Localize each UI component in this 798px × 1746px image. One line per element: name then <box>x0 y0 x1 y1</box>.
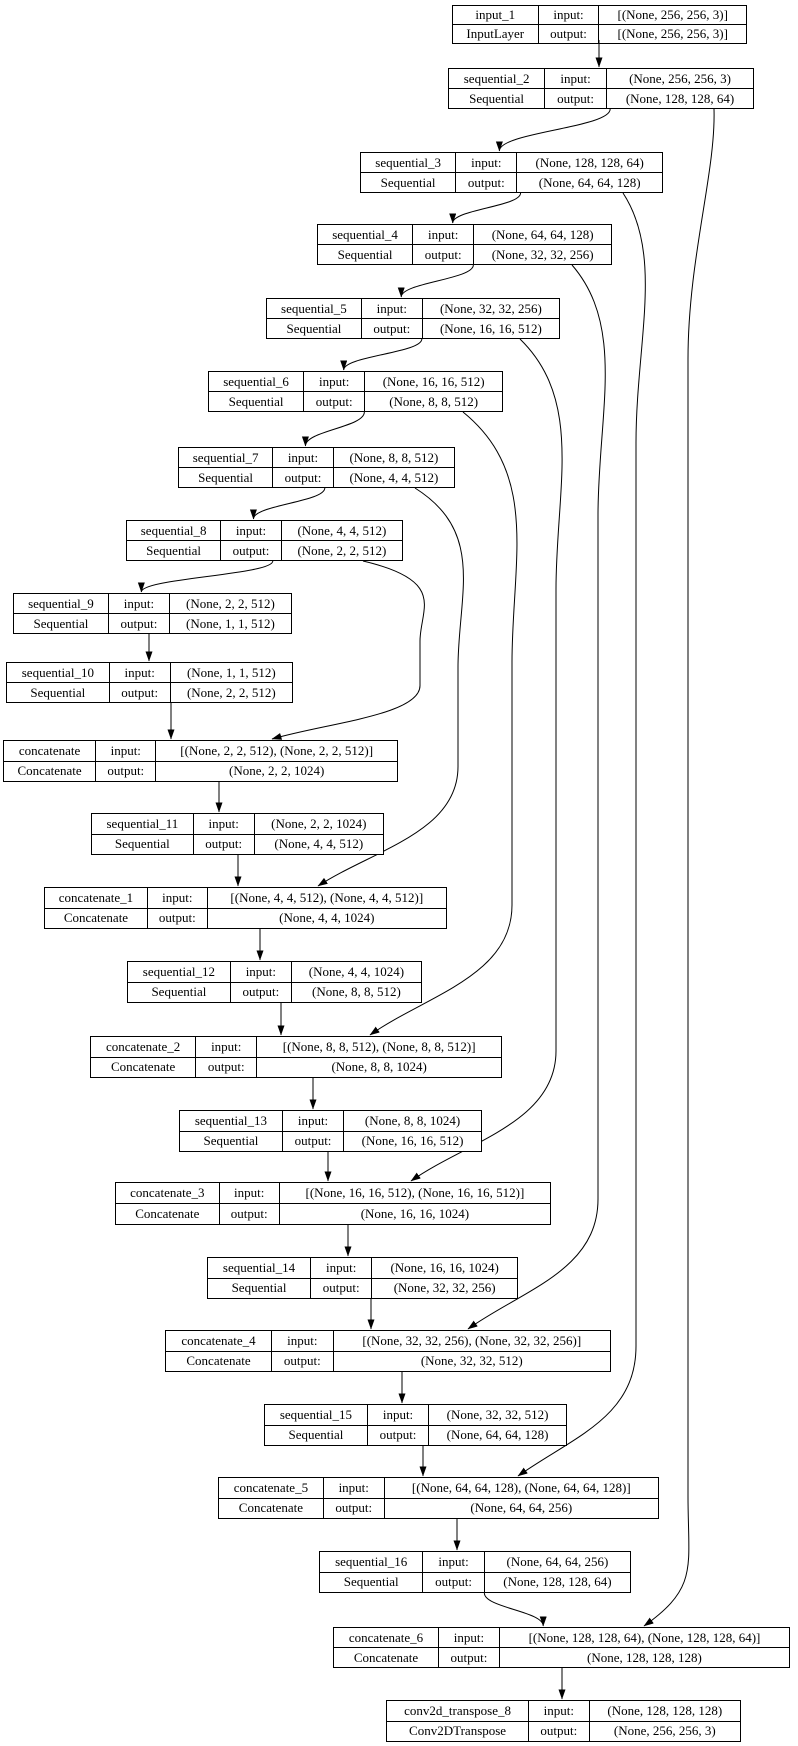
node-conv2d_transpose_8 <box>386 1700 741 1742</box>
edge-sequential_8-to-sequential_9 <box>141 561 272 592</box>
input-label: input: <box>367 1405 428 1426</box>
layer-type: Sequential <box>208 1278 311 1299</box>
output-shape: (None, 8, 8, 1024) <box>257 1057 502 1078</box>
output-label: output: <box>96 761 156 782</box>
layer-record-table <box>165 1330 611 1372</box>
output-shape: (None, 4, 4, 512) <box>254 834 383 855</box>
layer-name: concatenate_5 <box>219 1478 324 1499</box>
layer-type: Concatenate <box>219 1498 324 1519</box>
layer-record-table <box>178 447 455 488</box>
input-label: input: <box>219 1183 279 1204</box>
input-shape: (None, 2, 2, 1024) <box>254 814 383 835</box>
output-shape: (None, 2, 2, 512) <box>281 541 402 561</box>
edge-sequential_4-to-sequential_5 <box>401 265 473 297</box>
input-label: input: <box>538 6 599 25</box>
input-label: input: <box>423 1552 484 1573</box>
layer-record-table <box>218 1477 659 1519</box>
input-shape: (None, 4, 4, 1024) <box>291 962 421 983</box>
input-label: input: <box>193 814 254 835</box>
output-shape: (None, 32, 32, 256) <box>372 1278 518 1299</box>
layer-record-table <box>266 298 560 339</box>
output-label: output: <box>545 89 607 109</box>
output-label: output: <box>273 468 334 488</box>
edge-sequential_2-to-sequential_3 <box>499 109 610 151</box>
layer-record-table <box>386 1700 741 1742</box>
layer-record-table <box>44 887 447 929</box>
layer-name: sequential_11 <box>92 814 194 835</box>
input-shape: (None, 256, 256, 3) <box>606 69 753 89</box>
edge-sequential_8-to-concatenate <box>272 561 424 739</box>
output-shape: (None, 4, 4, 1024) <box>207 908 446 929</box>
output-shape: (None, 8, 8, 512) <box>291 982 421 1003</box>
output-shape: (None, 128, 128, 64) <box>606 89 753 109</box>
output-shape: (None, 64, 64, 128) <box>429 1425 567 1446</box>
input-shape: [(None, 4, 4, 512), (None, 4, 4, 512)] <box>207 888 446 909</box>
output-shape: (None, 4, 4, 512) <box>333 468 454 488</box>
output-shape: (None, 128, 128, 64) <box>484 1572 630 1593</box>
layer-record-table <box>3 740 398 782</box>
output-label: output: <box>361 319 422 339</box>
layer-type: Concatenate <box>166 1351 272 1372</box>
input-label: input: <box>109 663 170 683</box>
node-sequential_7 <box>178 447 455 488</box>
node-sequential_11 <box>91 813 384 855</box>
node-sequential_9 <box>13 593 292 634</box>
node-sequential_4 <box>317 224 612 265</box>
input-label: input: <box>282 1111 343 1132</box>
layer-type: Concatenate <box>91 1057 196 1078</box>
input-shape: (None, 128, 128, 64) <box>517 153 663 173</box>
layer-name: sequential_13 <box>180 1111 283 1132</box>
input-shape: (None, 8, 8, 512) <box>333 448 454 468</box>
output-label: output: <box>221 541 282 561</box>
edge-sequential_3-to-concatenate_5 <box>518 193 645 1476</box>
node-sequential_15 <box>264 1404 567 1446</box>
input-shape: (None, 16, 16, 512) <box>365 372 503 392</box>
node-sequential_10 <box>6 662 293 703</box>
node-sequential_14 <box>207 1257 518 1299</box>
layer-type: Sequential <box>320 1572 423 1593</box>
layer-record-table <box>264 1404 567 1446</box>
node-sequential_3 <box>360 152 663 193</box>
layer-type: Concatenate <box>116 1204 220 1225</box>
layer-type: Sequential <box>209 392 304 412</box>
layer-type: Sequential <box>449 89 545 109</box>
layer-name: concatenate_4 <box>166 1331 272 1352</box>
output-label: output: <box>230 982 291 1003</box>
node-sequential_6 <box>208 371 503 412</box>
node-input_1 <box>452 5 747 40</box>
layer-record-table <box>127 961 422 1003</box>
layer-name: sequential_6 <box>209 372 304 392</box>
node-concatenate <box>3 740 398 782</box>
input-shape: [(None, 8, 8, 512), (None, 8, 8, 512)] <box>257 1037 502 1058</box>
input-shape: [(None, 2, 2, 512), (None, 2, 2, 512)] <box>156 741 398 762</box>
input-label: input: <box>361 299 422 319</box>
output-label: output: <box>413 245 474 265</box>
node-concatenate_6 <box>333 1627 790 1668</box>
layer-name: sequential_16 <box>320 1552 423 1573</box>
layer-type: Sequential <box>318 245 413 265</box>
input-label: input: <box>108 594 169 614</box>
layer-record-table <box>448 68 754 109</box>
layer-record-table <box>91 813 384 855</box>
input-shape: (None, 16, 16, 1024) <box>372 1258 518 1279</box>
input-shape: (None, 128, 128, 128) <box>589 1701 740 1722</box>
layer-name: sequential_7 <box>179 448 273 468</box>
input-shape: [(None, 16, 16, 512), (None, 16, 16, 512)] <box>279 1183 550 1204</box>
layer-type: Sequential <box>267 319 362 339</box>
output-shape: (None, 256, 256, 3) <box>589 1721 740 1742</box>
layer-record-table <box>360 152 663 193</box>
edge-sequential_6-to-sequential_7 <box>305 412 364 446</box>
layer-record-table <box>115 1182 551 1225</box>
edge-sequential_4-to-concatenate_4 <box>468 265 605 1329</box>
output-label: output: <box>282 1131 343 1152</box>
input-label: input: <box>456 153 517 173</box>
layer-record-table <box>6 662 293 703</box>
layer-name: concatenate_2 <box>91 1037 196 1058</box>
output-shape: (None, 16, 16, 512) <box>344 1131 482 1152</box>
edge-sequential_2-to-concatenate_6 <box>644 109 714 1626</box>
edge-sequential_7-to-sequential_8 <box>253 488 324 519</box>
layer-record-table <box>333 1627 790 1668</box>
input-shape: [(None, 64, 64, 128), (None, 64, 64, 128)] <box>384 1478 658 1499</box>
node-concatenate_2 <box>90 1036 502 1078</box>
layer-name: sequential_2 <box>449 69 545 89</box>
layer-type: Concatenate <box>334 1648 439 1668</box>
output-shape: (None, 16, 16, 1024) <box>279 1204 550 1225</box>
layer-name: sequential_10 <box>7 663 110 683</box>
layer-type: Sequential <box>92 834 194 855</box>
input-shape: [(None, 256, 256, 3)] <box>599 6 747 25</box>
output-label: output: <box>423 1572 484 1593</box>
edge-sequential_16-to-concatenate_6 <box>484 1593 543 1626</box>
output-label: output: <box>219 1204 279 1225</box>
edge-sequential_6-to-concatenate_2 <box>370 412 517 1035</box>
input-label: input: <box>96 741 156 762</box>
layer-type: Sequential <box>180 1131 283 1152</box>
layer-name: sequential_8 <box>127 521 221 541</box>
layer-type: Sequential <box>14 614 109 634</box>
output-label: output: <box>456 173 517 193</box>
input-label: input: <box>439 1628 500 1648</box>
output-label: output: <box>147 908 207 929</box>
output-shape: (None, 16, 16, 512) <box>422 319 559 339</box>
output-label: output: <box>311 1278 372 1299</box>
output-label: output: <box>272 1351 334 1372</box>
input-shape: (None, 32, 32, 256) <box>422 299 559 319</box>
input-shape: [(None, 128, 128, 64), (None, 128, 128, 64)] <box>499 1628 789 1648</box>
output-shape: (None, 64, 64, 128) <box>517 173 663 193</box>
layer-record-table <box>207 1257 518 1299</box>
output-label: output: <box>109 683 170 703</box>
input-shape: (None, 32, 32, 512) <box>429 1405 567 1426</box>
layer-name: sequential_4 <box>318 225 413 245</box>
output-shape: (None, 64, 64, 256) <box>384 1498 658 1519</box>
layer-name: sequential_14 <box>208 1258 311 1279</box>
output-label: output: <box>529 1721 589 1742</box>
layer-type: Sequential <box>361 173 456 193</box>
input-shape: (None, 4, 4, 512) <box>281 521 402 541</box>
input-label: input: <box>311 1258 372 1279</box>
node-sequential_8 <box>126 520 403 561</box>
layer-record-table <box>452 5 747 44</box>
layer-record-table <box>208 371 503 412</box>
output-label: output: <box>304 392 365 412</box>
node-sequential_12 <box>127 961 422 1003</box>
node-concatenate_1 <box>44 887 447 929</box>
input-label: input: <box>304 372 365 392</box>
layer-record-table <box>90 1036 502 1078</box>
input-label: input: <box>147 888 207 909</box>
output-label: output: <box>439 1648 500 1668</box>
input-shape: (None, 8, 8, 1024) <box>344 1111 482 1132</box>
layer-name: concatenate_3 <box>116 1183 220 1204</box>
output-label: output: <box>196 1057 257 1078</box>
input-shape: [(None, 32, 32, 256), (None, 32, 32, 256)] <box>333 1331 610 1352</box>
layer-name: concatenate <box>4 741 96 762</box>
output-shape: [(None, 256, 256, 3)] <box>599 25 747 44</box>
layer-type: Concatenate <box>4 761 96 782</box>
output-label: output: <box>367 1425 428 1446</box>
input-label: input: <box>323 1478 384 1499</box>
output-shape: (None, 2, 2, 1024) <box>156 761 398 782</box>
layer-type: Sequential <box>265 1425 368 1446</box>
node-concatenate_4 <box>165 1330 611 1372</box>
layer-record-table <box>126 520 403 561</box>
output-label: output: <box>193 834 254 855</box>
input-label: input: <box>196 1037 257 1058</box>
input-shape: (None, 1, 1, 512) <box>170 663 292 683</box>
output-shape: (None, 128, 128, 128) <box>499 1648 789 1668</box>
layer-type: Sequential <box>179 468 273 488</box>
node-sequential_2 <box>448 68 754 109</box>
layer-name: input_1 <box>453 6 539 25</box>
input-label: input: <box>272 1331 334 1352</box>
layer-type: Sequential <box>128 982 231 1003</box>
input-label: input: <box>545 69 607 89</box>
output-label: output: <box>538 25 599 44</box>
layer-name: sequential_3 <box>361 153 456 173</box>
edge-sequential_5-to-sequential_6 <box>344 339 422 370</box>
node-concatenate_3 <box>115 1182 551 1225</box>
input-label: input: <box>413 225 474 245</box>
layer-type: Sequential <box>7 683 110 703</box>
layer-type: Sequential <box>127 541 221 561</box>
layer-record-table <box>179 1110 482 1152</box>
output-shape: (None, 2, 2, 512) <box>170 683 292 703</box>
layer-record-table <box>317 224 612 265</box>
layer-name: sequential_9 <box>14 594 109 614</box>
input-shape: (None, 64, 64, 256) <box>484 1552 630 1573</box>
output-shape: (None, 8, 8, 512) <box>365 392 503 412</box>
layer-name: concatenate_6 <box>334 1628 439 1648</box>
input-shape: (None, 64, 64, 128) <box>474 225 612 245</box>
output-label: output: <box>108 614 169 634</box>
output-label: output: <box>323 1498 384 1519</box>
layer-type: Conv2DTranspose <box>387 1721 529 1742</box>
output-shape: (None, 32, 32, 256) <box>474 245 612 265</box>
node-sequential_13 <box>179 1110 482 1152</box>
input-shape: (None, 2, 2, 512) <box>169 594 291 614</box>
edge-sequential_3-to-sequential_4 <box>453 193 521 223</box>
input-label: input: <box>273 448 334 468</box>
output-shape: (None, 1, 1, 512) <box>169 614 291 634</box>
layer-record-table <box>13 593 292 634</box>
layer-name: sequential_12 <box>128 962 231 983</box>
node-sequential_16 <box>319 1551 631 1593</box>
layer-name: conv2d_transpose_8 <box>387 1701 529 1722</box>
layer-record-table <box>319 1551 631 1593</box>
layer-name: sequential_5 <box>267 299 362 319</box>
node-sequential_5 <box>266 298 560 339</box>
layer-type: Concatenate <box>45 908 148 929</box>
input-label: input: <box>230 962 291 983</box>
layer-type: InputLayer <box>453 25 539 44</box>
input-label: input: <box>221 521 282 541</box>
layer-name: sequential_15 <box>265 1405 368 1426</box>
node-concatenate_5 <box>218 1477 659 1519</box>
layer-name: concatenate_1 <box>45 888 148 909</box>
input-label: input: <box>529 1701 589 1722</box>
output-shape: (None, 32, 32, 512) <box>333 1351 610 1372</box>
